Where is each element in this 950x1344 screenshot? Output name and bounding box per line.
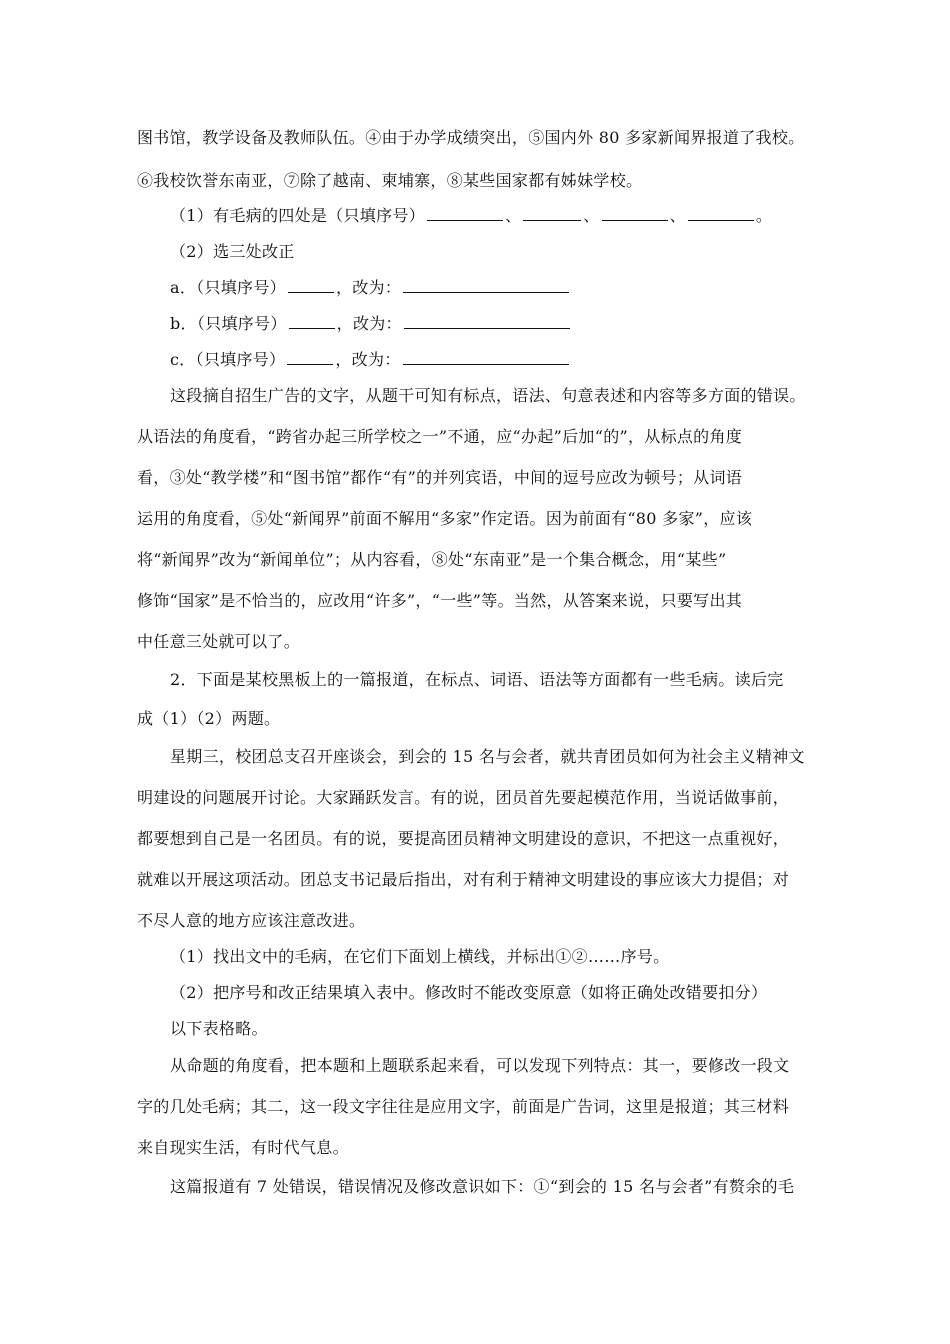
text-line: 看，③处“教学楼”和“图书馆”都作“有”的并列宾语，中间的逗号应改为顿号；从词语 xyxy=(137,468,743,487)
answer-blank xyxy=(403,278,569,293)
text-line: 不尽人意的地方应该注意改进。 xyxy=(137,911,366,930)
text-line: （2）把序号和改正结果填入表中。修改时不能改变原意（如将正确处改错要扣分） xyxy=(170,983,768,1002)
answer-blank xyxy=(289,314,335,329)
answer-blank xyxy=(288,278,334,293)
text-line: 图书馆，教学设备及教师队伍。④由于办学成绩突出，⑤国内外 80 多家新闻界报道了我校。 xyxy=(137,128,805,147)
correction-line-a: a．（只填序号） ，改为： xyxy=(170,277,850,299)
correction-line-c: c．（只填序号） ，改为： xyxy=(170,349,850,371)
answer-blank xyxy=(404,314,570,329)
text-line: 中任意三处就可以了。 xyxy=(137,632,301,651)
question-line: （2）选三处改正 xyxy=(170,242,295,261)
text-line: 运用的角度看，⑤处“新闻界”前面不解用“多家”作定语。因为前面有“80 多家”，应该 xyxy=(137,509,753,528)
text-line: 字的几处毛病；其二，这一段文字往往是应用文字，前面是广告词，这里是报道；其三材料 xyxy=(137,1097,790,1116)
correction-line-b: b．（只填序号） ，改为： xyxy=(170,313,850,335)
answer-blank xyxy=(688,206,754,221)
answer-blank xyxy=(427,206,503,221)
answer-blank xyxy=(403,350,569,365)
text-line: ⑥我校饮誉东南亚，⑦除了越南、柬埔寨，⑧某些国家都有姊妹学校。 xyxy=(137,171,643,190)
text-line: 这篇报道有 7 处错误，错误情况及修改意识如下：①“到会的 15 名与会者”有赘余的毛 xyxy=(170,1177,795,1196)
answer-blank xyxy=(523,206,581,221)
answer-blank xyxy=(287,350,333,365)
text-line: 星期三，校团总支召开座谈会，到会的 15 名与会者，就共青团员如何为社会主义精神文 xyxy=(170,747,805,766)
text-line: 修饰“国家”是不恰当的，应改用“许多”，“一些”等。当然，从答案来说，只要写出其 xyxy=(137,591,743,610)
text-line: 从语法的角度看，“跨省办起三所学校之一”不通，应“办起”后加“的”，从标点的角度 xyxy=(137,427,743,446)
text-line: 从命题的角度看，把本题和上题联系起来看，可以发现下列特点：其一，要修改一段文 xyxy=(170,1056,790,1075)
question-line: （1）有毛病的四处是（只填序号） 、 、 、 。 xyxy=(170,206,773,225)
answer-blank xyxy=(602,206,668,221)
text-line: （1）找出文中的毛病，在它们下面划上横线，并标出①②……序号。 xyxy=(170,947,670,966)
text-line: 成（1）（2）两题。 xyxy=(137,709,281,728)
text-line: 以下表格略。 xyxy=(170,1019,268,1038)
text-line: 明建设的问题展开讨论。大家踊跃发言。有的说，团员首先要起模范作用，当说话做事前， xyxy=(137,788,790,807)
text-line: 都要想到自己是一名团员。有的说，要提高团员精神文明建设的意识，不把这一点重视好， xyxy=(137,829,790,848)
text-line: 这段摘自招生广告的文字，从题干可知有标点，语法、句意表述和内容等多方面的错误。 xyxy=(170,386,806,405)
text-line: 2．下面是某校黑板上的一篇报道，在标点、词语、语法等方面都有一些毛病。读后完 xyxy=(170,670,784,689)
text-line: 来自现实生活，有时代气息。 xyxy=(137,1138,349,1157)
question-text: （1）有毛病的四处是（只填序号） xyxy=(170,206,425,225)
text-line: 将“新闻界”改为“新闻单位”；从内容看，⑧处“东南亚”是一个集合概念，用“某些” xyxy=(137,550,727,569)
text-line: 就难以开展这项活动。团总支书记最后指出，对有利于精神文明建设的事应该大力提倡；对 xyxy=(137,870,790,889)
